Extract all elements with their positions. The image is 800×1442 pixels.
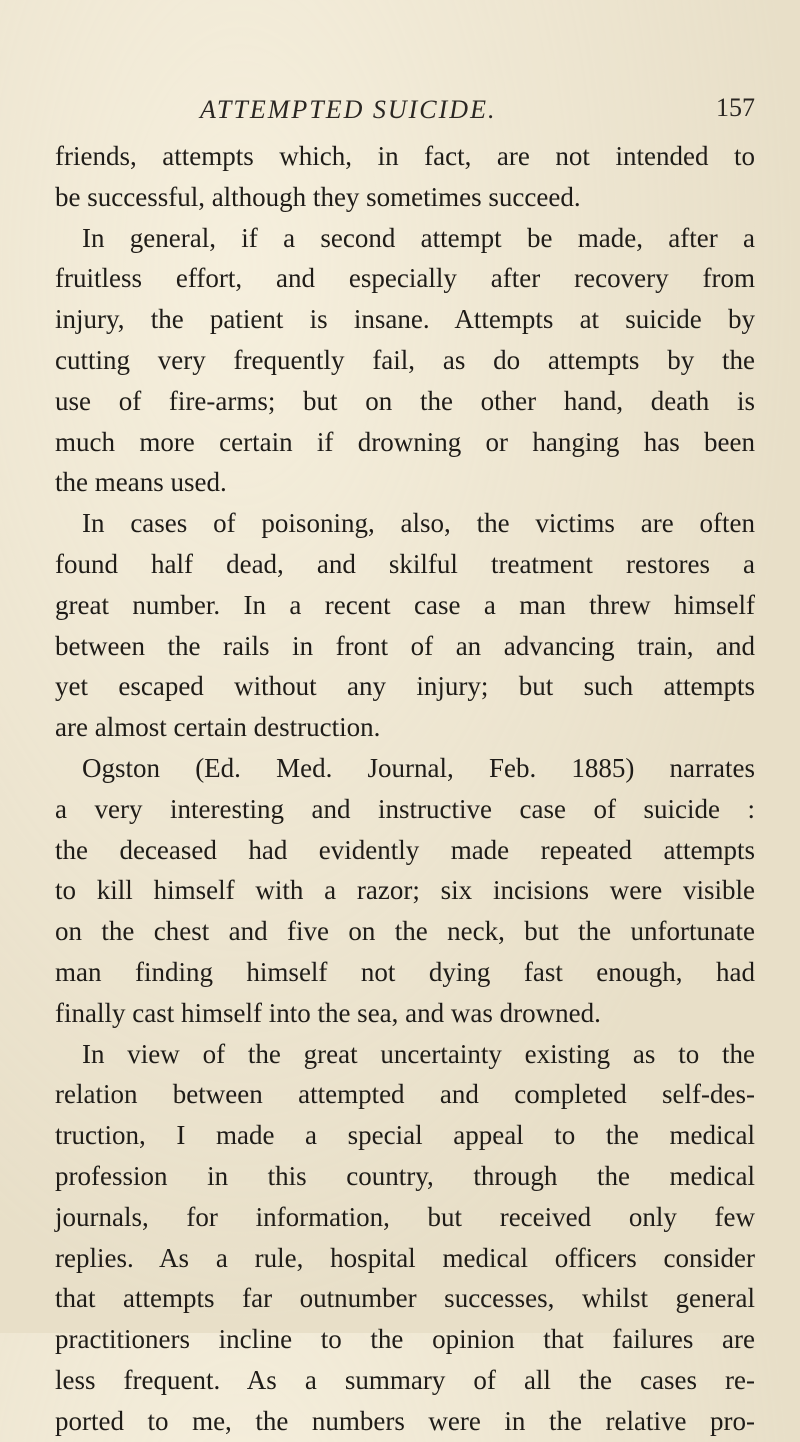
text-line: man finding himself not dying fast enough, had bbox=[55, 956, 755, 987]
text-line: yet escaped without any injury; but such attempts bbox=[55, 671, 755, 702]
running-head: ATTEMPTED SUICIDE. bbox=[200, 95, 497, 124]
text-line: cutting very frequently fail, as do attempts by the bbox=[55, 344, 755, 375]
text-line: great number. In a recent case a man threw himself bbox=[55, 589, 755, 620]
text-line: between the rails in front of an advancing train, and bbox=[55, 630, 755, 661]
text-line: injury, the patient is insane. Attempts at suicide by bbox=[55, 304, 755, 335]
text-line: a very interesting and instructive case of suicide : bbox=[55, 793, 755, 824]
text-line: on the chest and five on the neck, but the unfortunate bbox=[55, 916, 755, 947]
text-line: the deceased had evidently made repeated attempts bbox=[55, 834, 755, 865]
text-line: fruitless effort, and especially after recovery from bbox=[55, 263, 755, 294]
text-line: use of fire-arms; but on the other hand, death is bbox=[55, 385, 755, 416]
page-number: 157 bbox=[716, 93, 755, 122]
text-line: much more certain if drowning or hanging has been bbox=[55, 426, 755, 457]
text-line: In general, if a second attempt be made, after a bbox=[82, 222, 755, 253]
text-line: journals, for information, but received only few bbox=[55, 1201, 755, 1232]
text-line: In cases of poisoning, also, the victims are often bbox=[82, 508, 755, 539]
text-line: replies. As a rule, hospital medical officers consider bbox=[55, 1242, 755, 1273]
text-line: friends, attempts which, in fact, are not intended to bbox=[55, 141, 755, 171]
text-line: be successful, although they sometimes succeed. bbox=[55, 181, 581, 212]
text-line: are almost certain destruction. bbox=[55, 712, 381, 743]
body-text bbox=[55, 136, 755, 1442]
text-line: ported to me, the numbers were in the relative pro- bbox=[55, 1405, 755, 1436]
text-line: the means used. bbox=[55, 467, 227, 498]
text-line: that attempts far outnumber successes, whilst general bbox=[55, 1283, 755, 1314]
text-line: found half dead, and skilful treatment restores a bbox=[55, 548, 755, 579]
text-line: profession in this country, through the medical bbox=[55, 1160, 755, 1191]
text-line: relation between attempted and completed self-des- bbox=[55, 1079, 755, 1110]
text-line: truction, I made a special appeal to the medical bbox=[55, 1120, 755, 1151]
text-line: less frequent. As a summary of all the cases re- bbox=[55, 1364, 755, 1395]
text-line: practitioners incline to the opinion that failures are bbox=[55, 1324, 755, 1355]
text-line: to kill himself with a razor; six incisions were visible bbox=[55, 875, 755, 906]
text-line: finally cast himself into the sea, and was drowned. bbox=[55, 997, 601, 1028]
text-line: In view of the great uncertainty existing as to the bbox=[82, 1038, 755, 1069]
text-line: Ogston (Ed. Med. Journal, Feb. 1885) narrates bbox=[82, 752, 755, 783]
